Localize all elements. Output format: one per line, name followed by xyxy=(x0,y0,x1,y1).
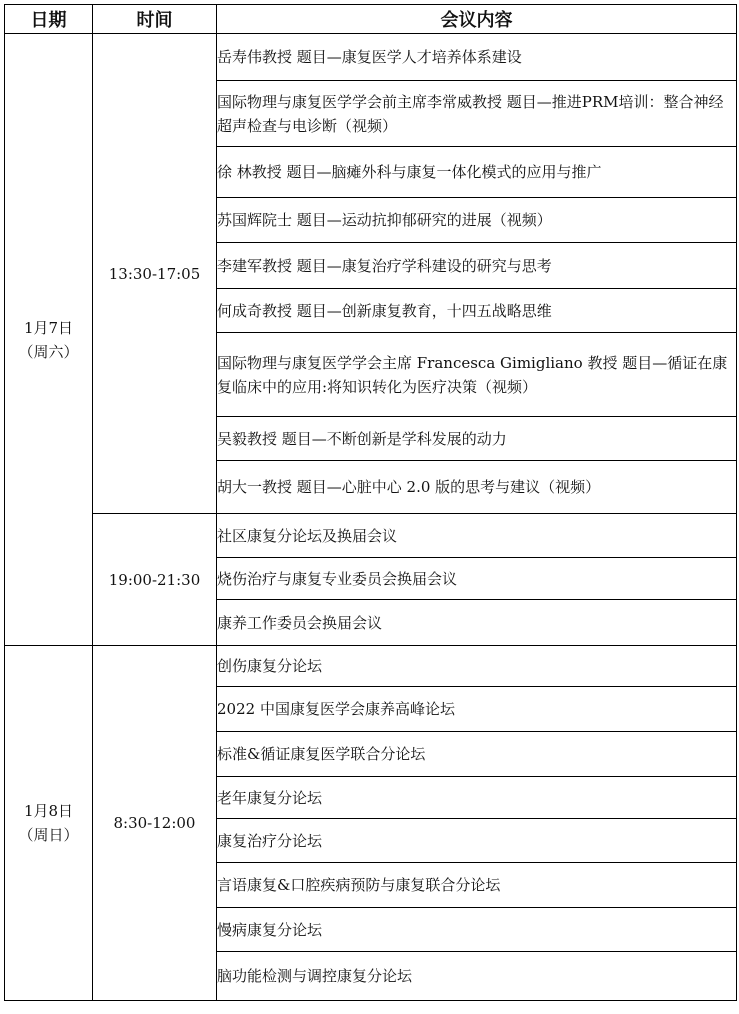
agenda-item: 言语康复&口腔疾病预防与康复联合分论坛 xyxy=(217,863,737,908)
agenda-item: 烧伤治疗与康复专业委员会换届会议 xyxy=(217,558,737,600)
agenda-item: 慢病康复分论坛 xyxy=(217,908,737,952)
table-row xyxy=(5,646,737,687)
date-label: 1月8日 xyxy=(23,802,74,820)
agenda-item: 国际物理与康复医学学会主席 Francesca Gimigliano 教授 题目—循证在康复临床中的应用:将知识转化为医疗决策（视频） xyxy=(217,333,737,417)
time-cell: 8:30-12:00 xyxy=(93,646,217,1001)
header-time: 时间 xyxy=(93,5,217,34)
date-cell-jan7 xyxy=(5,34,93,646)
agenda-item: 吴毅教授 题目—不断创新是学科发展的动力 xyxy=(217,417,737,461)
agenda-item: 脑功能检测与调控康复分论坛 xyxy=(217,952,737,1001)
agenda-item: 苏国辉院士 题目—运动抗抑郁研究的进展（视频） xyxy=(217,198,737,243)
agenda-item: 徐 林教授 题目—脑瘫外科与康复一体化模式的应用与推广 xyxy=(217,147,737,198)
agenda-item: 社区康复分论坛及换届会议 xyxy=(217,514,737,558)
date-cell-jan8 xyxy=(5,646,93,1001)
agenda-item: 2022 中国康复医学会康养高峰论坛 xyxy=(217,687,737,732)
agenda-item: 标准&循证康复医学联合分论坛 xyxy=(217,732,737,777)
agenda-item: 康复治疗分论坛 xyxy=(217,819,737,863)
agenda-item: 康养工作委员会换届会议 xyxy=(217,600,737,646)
agenda-item: 岳寿伟教授 题目—康复医学人才培养体系建设 xyxy=(217,34,737,81)
weekday-label: （周六） xyxy=(18,342,79,361)
agenda-item: 何成奇教授 题目—创新康复教育，十四五战略思维 xyxy=(217,289,737,333)
date-label: 1月7日 xyxy=(23,318,74,337)
header-date: 日期 xyxy=(5,5,93,34)
time-cell: 19:00-21:30 xyxy=(93,514,217,646)
agenda-item: 国际物理与康复医学学会前主席李常威教授 题目—推进PRM培训：整合神经超声检查与电诊断（视频） xyxy=(217,81,737,147)
table-row xyxy=(5,34,737,81)
agenda-item: 老年康复分论坛 xyxy=(217,777,737,819)
agenda-item: 李建军教授 题目—康复治疗学科建设的研究与思考 xyxy=(217,243,737,289)
weekday-label: （周日） xyxy=(18,826,79,844)
header-row xyxy=(5,5,737,34)
agenda-item: 胡大一教授 题目—心脏中心 2.0 版的思考与建议（视频） xyxy=(217,461,737,514)
schedule-table xyxy=(4,4,737,1001)
time-cell: 13:30-17:05 xyxy=(93,34,217,514)
agenda-item: 创伤康复分论坛 xyxy=(217,646,737,687)
header-content: 会议内容 xyxy=(217,5,737,34)
table-row xyxy=(5,514,737,558)
